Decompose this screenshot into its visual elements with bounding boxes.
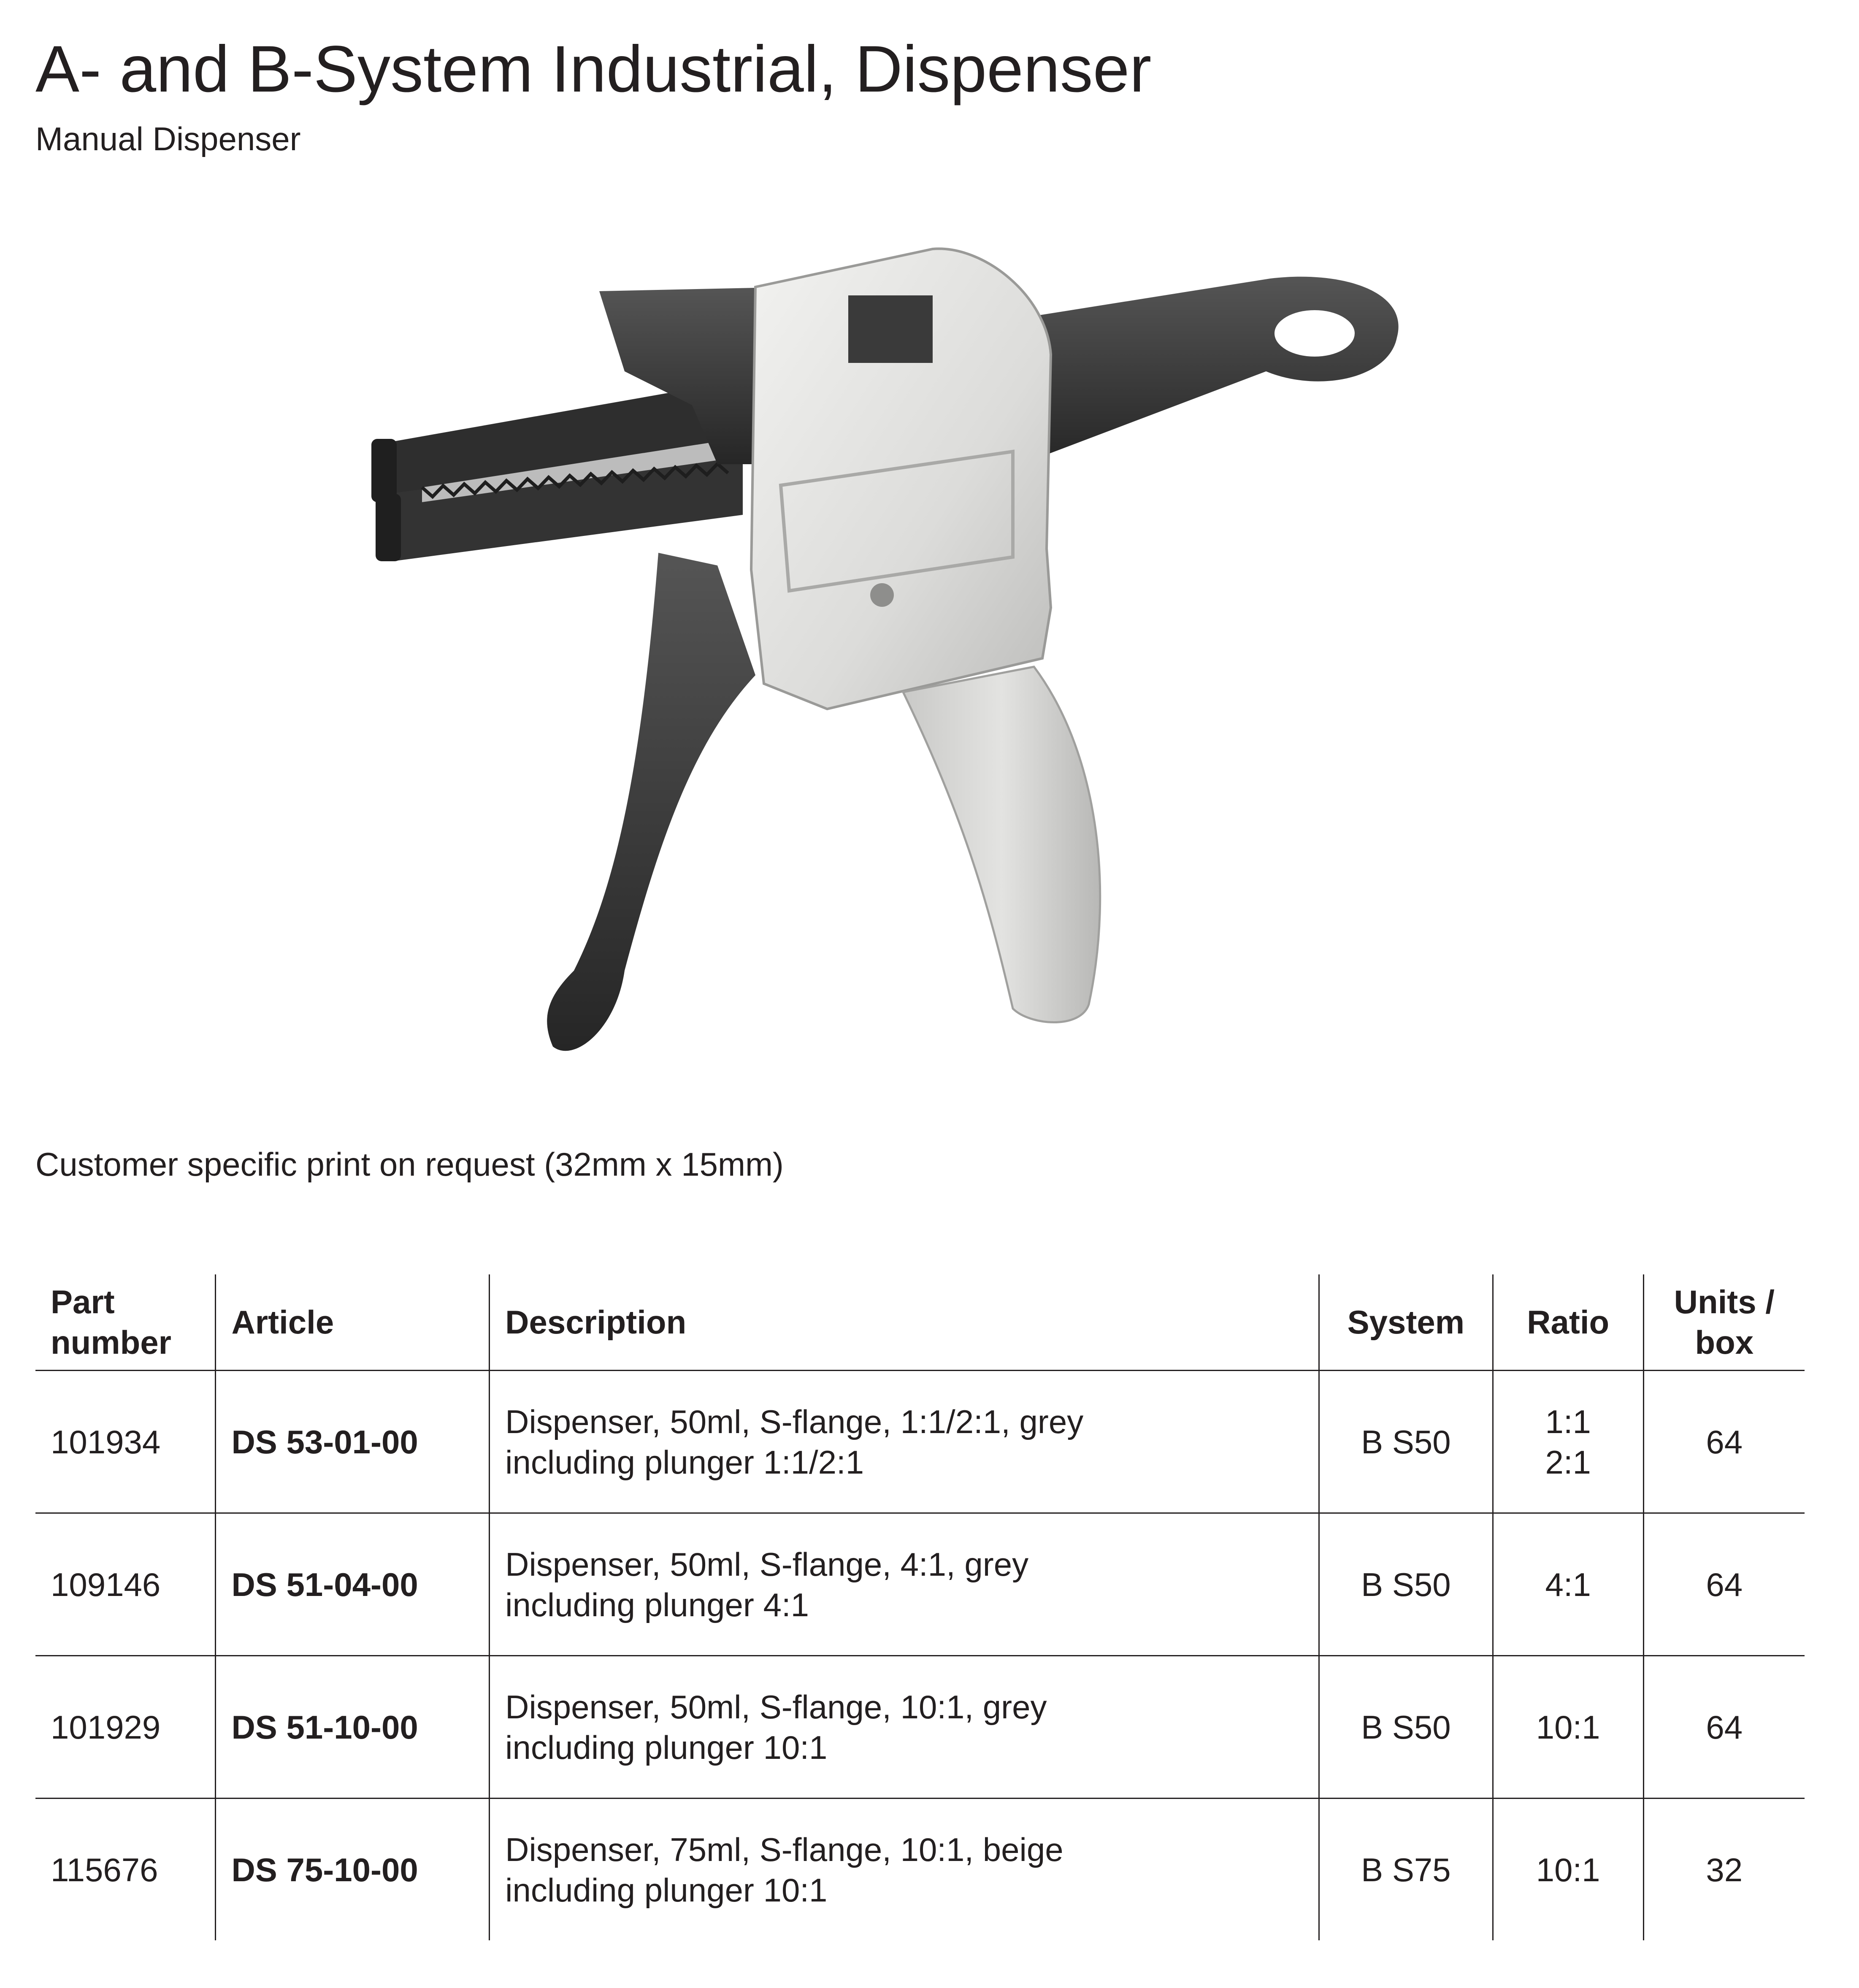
system-cell: B S75	[1319, 1799, 1493, 1941]
column-header-description: Description	[490, 1274, 1319, 1371]
ratio-cell: 4:1	[1493, 1513, 1643, 1656]
description-cell: Dispenser, 75ml, S-flange, 10:1, beige including plunger 10:1	[490, 1799, 1319, 1941]
column-header-system: System	[1319, 1274, 1493, 1371]
product-table	[35, 1274, 1805, 1940]
article-cell: DS 51-10-00	[216, 1656, 490, 1799]
units-cell: 64	[1643, 1656, 1805, 1799]
table-header-row	[35, 1274, 1805, 1371]
part-number-cell: 115676	[51, 1851, 158, 1888]
column-header-article: Article	[216, 1274, 490, 1371]
column-header-ratio: Ratio	[1493, 1274, 1643, 1371]
description-cell: Dispenser, 50ml, S-flange, 10:1, grey including plunger 10:1	[490, 1656, 1319, 1799]
article-cell: DS 75-10-00	[216, 1799, 490, 1941]
description-cell: Dispenser, 50ml, S-flange, 1:1/2:1, grey including plunger 1:1/2:1	[490, 1371, 1319, 1513]
ratio-cell: 10:1	[1493, 1799, 1643, 1941]
units-cell: 64	[1643, 1371, 1805, 1513]
article-cell: DS 51-04-00	[216, 1513, 490, 1656]
description-cell: Dispenser, 50ml, S-flange, 4:1, grey including plunger 4:1	[490, 1513, 1319, 1656]
table-row	[35, 1513, 1805, 1656]
table-row	[35, 1371, 1805, 1513]
system-cell: B S50	[1319, 1513, 1493, 1656]
page-subtitle: Manual Dispenser	[35, 120, 301, 157]
article-cell: DS 53-01-00	[216, 1371, 490, 1513]
ratio-cell: 10:1	[1493, 1656, 1643, 1799]
table-row	[35, 1799, 1805, 1941]
system-cell: B S50	[1319, 1371, 1493, 1513]
units-cell: 32	[1643, 1799, 1805, 1941]
dispenser-gun-photo	[363, 245, 1410, 1068]
print-note: Customer specific print on request (32mm x 15mm)	[35, 1146, 784, 1183]
part-number-cell: 101934	[35, 1371, 216, 1513]
part-number-cell: 101929	[35, 1656, 216, 1799]
table-row	[35, 1656, 1805, 1799]
units-cell: 64	[1643, 1513, 1805, 1656]
page-title: A- and B-System Industrial, Dispenser	[35, 32, 1152, 106]
ratio-cell: 1:1 2:1	[1493, 1371, 1643, 1513]
column-header-part-number: Part number	[35, 1274, 216, 1371]
system-cell: B S50	[1319, 1656, 1493, 1799]
column-header-units-box: Units / box	[1643, 1274, 1805, 1371]
part-number-cell: 109146	[35, 1513, 216, 1656]
